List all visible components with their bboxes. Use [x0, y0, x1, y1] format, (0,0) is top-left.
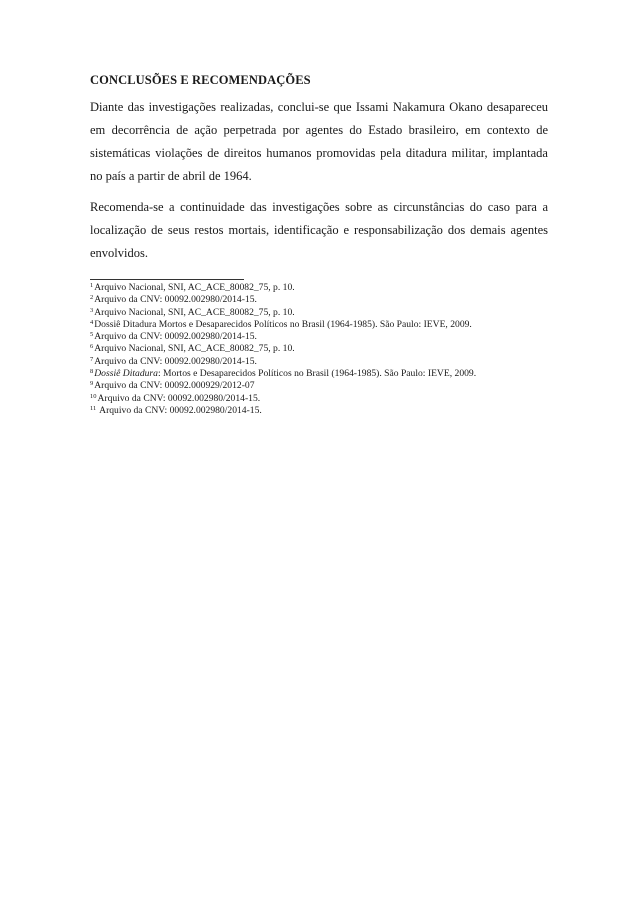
footnote-number: 10 — [90, 392, 97, 400]
footnote-text: Arquivo da CNV: 00092.002980/2014-15. — [97, 392, 261, 404]
conclusion-paragraph: Diante das investigações realizadas, conclui-se que Issami Nakamura Okano desapareceu em decorrência de ação perpetrada por agentes do Estado brasileiro, em contexto de sistemáticas violações de direitos humanos promovidas pela ditadura militar, implantada no país a partir de abril de 1964. — [90, 100, 548, 183]
footnote-number: 4 — [90, 318, 94, 326]
footnote-text: Arquivo da CNV: 00092.002980/2014-15. — [94, 355, 257, 367]
footnote-6 — [90, 343, 550, 355]
footnote-4 — [90, 319, 550, 331]
footnote-5 — [90, 331, 550, 343]
footnote-number: 8 — [90, 368, 94, 376]
footnote-number: 2 — [90, 294, 94, 302]
footnote-text: Arquivo Nacional, SNI, AC_ACE_80082_75, p. 10. — [94, 343, 295, 355]
footnote-11 — [90, 405, 550, 417]
footnote-text: Arquivo da CNV: 00092.002980/2014-15. — [97, 404, 262, 416]
footnote-separator — [90, 279, 244, 280]
footnote-number: 5 — [90, 331, 94, 339]
footnote-text: Arquivo Nacional, SNI, AC_ACE_80082_75, p. 10. — [94, 306, 295, 318]
footnote-number: 1 — [90, 282, 94, 289]
footnote-7 — [90, 356, 550, 368]
footnote-text: Dossiê Ditadura Mortos e Desaparecidos Políticos no Brasil (1964-1985). São Paulo: IEVE, 2009. — [94, 318, 472, 330]
footnote-text: : Mortos e Desaparecidos Políticos no Brasil (1964-1985). São Paulo: IEVE, 2009. — [157, 368, 477, 380]
footnote-number: 11 — [90, 404, 97, 412]
footnote-8 — [90, 368, 550, 380]
section-heading: CONCLUSÕES E RECOMENDAÇÕES — [90, 73, 311, 87]
footnote-2 — [90, 294, 550, 306]
footnote-number: 9 — [90, 380, 94, 388]
footnote-3 — [90, 307, 550, 319]
footnote-1 — [90, 282, 550, 294]
recommendation-paragraph: Recomenda-se a continuidade das investigações sobre as circunstâncias do caso para a localização de seus restos mortais, identificação e responsabilização dos demais agentes envolvidos. — [90, 200, 548, 260]
footnotes — [90, 282, 550, 417]
footnote-9 — [90, 380, 550, 392]
footnote-italic-title: Dossiê Ditadura — [94, 368, 158, 380]
footnote-number: 6 — [90, 343, 94, 351]
footnote-text: Arquivo da CNV: 00092.000929/2012-07 — [94, 380, 255, 392]
footnote-number: 3 — [90, 306, 94, 314]
footnote-text: Arquivo da CNV: 00092.002980/2014-15. — [94, 331, 257, 343]
footnote-text: Arquivo Nacional, SNI, AC_ACE_80082_75, p. 10. — [94, 282, 295, 293]
footnote-10 — [90, 393, 550, 405]
footnote-number: 7 — [90, 355, 94, 363]
footnote-text: Arquivo da CNV: 00092.002980/2014-15. — [94, 294, 257, 306]
